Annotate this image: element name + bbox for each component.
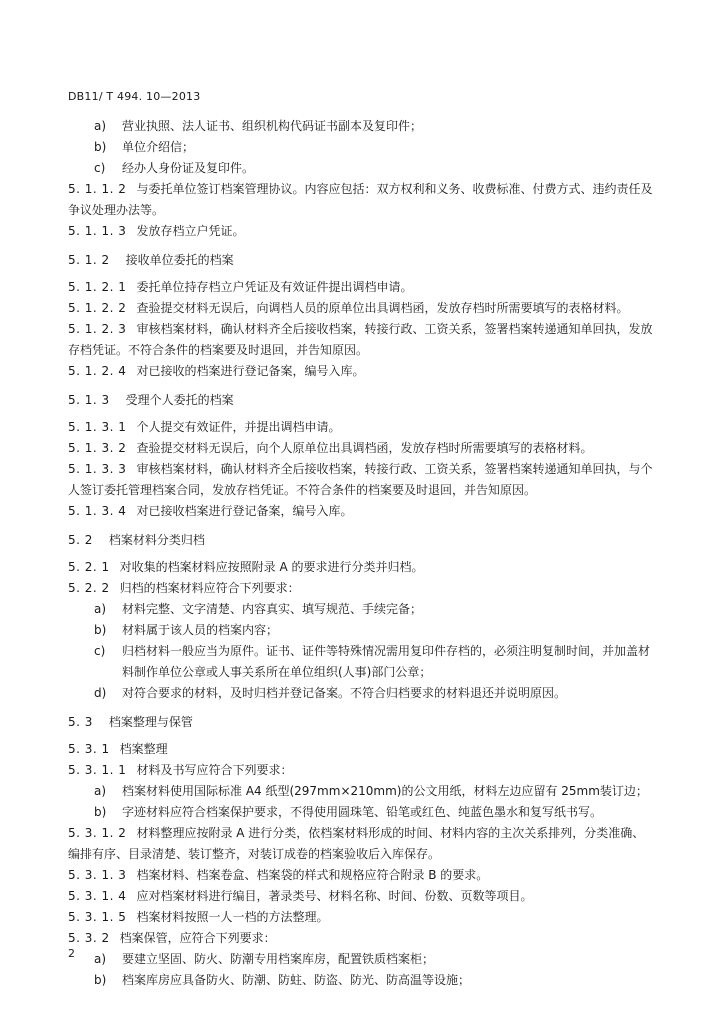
list-item: d) 对符合要求的材料，及时归档并登记备案。不符合归档要求的材料退还并说明原因。	[94, 686, 567, 700]
clause-paragraph: 5. 1. 2. 4 对已接收的档案进行登记备案，编号入库。	[68, 364, 365, 378]
clause-paragraph: 5. 1. 2. 1 委托单位持存档立户凭证及有效证件提出调档申请。	[68, 280, 413, 294]
clause-paragraph: 5. 3. 1. 3 档案材料、档案卷盒、档案袋的样式和规格应符合附录 B 的要求。	[68, 868, 489, 882]
clause-paragraph: 5. 1. 2. 3 审核档案材料，确认材料齐全后接收档案，转接行政、工资关系，签署档案转递通知单回执，发放存档凭证。不符合条件的档案要及时退回，并告知原因。	[68, 322, 653, 357]
clause-paragraph: 5. 1. 3. 3 审核档案材料，确认材料齐全后接收档案，转接行政、工资关系，签署档案转递通知单回执，与个人签订委托管理档案合同，发放存档凭证。不符合条件的档案要及时退回，并告知原因。	[68, 462, 653, 497]
clause-paragraph: 5. 3. 2 档案保管，应符合下列要求：	[68, 931, 276, 945]
clause-paragraph: 5. 1. 2. 2 查验提交材料无误后，向调档人员的原单位出具调档函，发放存档时所需要填写的表格材料。	[68, 301, 629, 315]
list-item: c) 归档材料一般应当为原件。证书、证件等特殊情况需用复印件存档的，必须注明复制时间，并加盖材料制作单位公章或人事关系所在单位组织(人事)部门公章；	[94, 644, 651, 679]
section-heading: 5. 1. 3 受理个人委托的档案	[68, 393, 234, 407]
clause-paragraph: 5. 3. 1 档案整理	[68, 742, 168, 756]
clause-paragraph: 5. 1. 3. 1 个人提交有效证件，并提出调档申请。	[68, 420, 341, 434]
clause-paragraph: 5. 2. 1 对收集的档案材料应按照附录 A 的要求进行分类并归档。	[68, 560, 424, 574]
list-item: a) 要建立坚固、防火、防潮专用档案库房，配置铁质档案柜；	[94, 952, 435, 966]
clause-paragraph: 5. 3. 1. 5 档案材料按照一人一档的方法整理。	[68, 910, 329, 924]
clause-paragraph: 5. 3. 1. 1 材料及书写应符合下列要求：	[68, 763, 293, 777]
clause-paragraph: 5. 3. 1. 2 材料整理应按附录 A 进行分类，依档案材料形成的时间、材料内容的主次关系排列，分类准确、编排有序、目录清楚、装订整齐，对装订成卷的档案验收后入库保存。	[68, 826, 645, 861]
clause-paragraph: 5. 3. 1. 4 应对档案材料进行编目，著录类号、材料名称、时间、份数、页数等项目。	[68, 889, 533, 903]
section-heading: 5. 2 档案材料分类归档	[68, 533, 205, 547]
section-heading: 5. 3 档案整理与保管	[68, 715, 193, 729]
section-heading: 5. 1. 2 接收单位委托的档案	[68, 253, 234, 267]
clause-paragraph: 5. 1. 3. 4 对已接收档案进行登记备案，编号入库。	[68, 504, 353, 518]
list-item: b) 单位介绍信；	[94, 140, 195, 154]
list-item: a) 营业执照、法人证书、组织机构代码证书副本及复印件；	[94, 119, 423, 133]
list-item: a) 档案材料使用国际标准 A4 纸型(297mm×210mm)的公文用纸，材料左边应留有 25mm装订边；	[94, 784, 648, 798]
list-item: a) 材料完整、文字清楚、内容真实、填写规范、手续完备；	[94, 602, 423, 616]
page-number: 2	[68, 947, 75, 960]
list-item: b) 档案库房应具备防火、防潮、防蛀、防盗、防光、防高温等设施；	[94, 973, 471, 987]
list-item: c) 经办人身份证及复印件。	[94, 161, 255, 175]
clause-paragraph: 5. 1. 1. 3 发放存档立户凭证。	[68, 224, 245, 238]
document-body	[68, 116, 656, 991]
list-item: b) 材料属于该人员的档案内容；	[94, 623, 279, 637]
document-header: DB11/ T 494. 10—2013	[68, 90, 201, 103]
clause-paragraph: 5. 1. 1. 2 与委托单位签订档案管理协议。内容应包括：双方权利和义务、收费标准、付费方式、违约责任及争议处理办法等。	[68, 182, 653, 217]
clause-paragraph: 5. 2. 2 归档的档案材料应符合下列要求：	[68, 581, 300, 595]
clause-paragraph: 5. 1. 3. 2 查验提交材料无误后，向个人原单位出具调档函，发放存档时所需要填写的表格材料。	[68, 441, 593, 455]
list-item: b) 字迹材料应符合档案保护要求，不得使用圆珠笔、铅笔或红色、纯蓝色墨水和复写纸书写。	[94, 805, 603, 819]
